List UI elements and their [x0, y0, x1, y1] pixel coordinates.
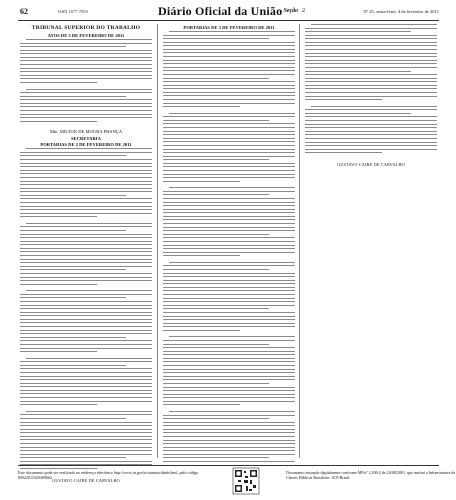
text-line	[163, 241, 295, 242]
text-line	[163, 265, 295, 266]
text-line	[163, 330, 240, 331]
issn: ISSN 1677-7050	[58, 9, 88, 14]
text-line	[163, 390, 295, 391]
text-line	[163, 301, 295, 302]
text-line	[163, 294, 295, 295]
text-line	[20, 117, 152, 118]
text-line	[163, 209, 295, 210]
text-line	[305, 116, 437, 117]
text-line	[163, 457, 269, 458]
text-line	[163, 145, 295, 146]
text-line	[20, 202, 152, 203]
text-line	[311, 24, 437, 25]
body-text-block	[163, 336, 295, 411]
text-line	[163, 123, 295, 124]
text-line	[20, 333, 152, 334]
text-line	[26, 411, 152, 412]
column-divider	[157, 24, 158, 458]
body-text-block	[20, 358, 152, 411]
text-line	[305, 96, 437, 97]
header-rule	[18, 20, 439, 21]
body-text-block	[20, 39, 152, 89]
body-text-block	[163, 113, 295, 188]
text-line	[163, 49, 295, 50]
body-text-block	[163, 187, 295, 262]
text-line	[20, 75, 152, 76]
text-line	[20, 259, 152, 260]
text-line	[163, 298, 295, 299]
text-line	[163, 131, 295, 132]
text-line	[163, 134, 295, 135]
masthead-title: Diário Oficial da União	[158, 4, 283, 18]
text-line	[20, 234, 152, 235]
text-line	[20, 319, 152, 320]
text-line	[163, 181, 240, 182]
text-line	[163, 149, 295, 150]
text-line	[20, 401, 152, 402]
text-line	[163, 369, 295, 370]
text-line	[163, 404, 240, 405]
text-line	[163, 156, 295, 157]
text-line	[20, 361, 152, 362]
text-line	[163, 273, 295, 274]
text-line	[163, 340, 295, 341]
text-line	[26, 358, 152, 359]
body-text-block	[305, 24, 437, 106]
text-line	[163, 202, 295, 203]
text-line	[163, 394, 295, 395]
text-line	[163, 230, 295, 231]
text-line	[20, 230, 126, 231]
text-line	[163, 63, 295, 64]
text-line	[20, 237, 152, 238]
text-line	[163, 174, 295, 175]
text-line	[163, 212, 295, 213]
section-label: - Seção	[280, 8, 299, 14]
text-line	[163, 269, 269, 270]
text-line	[20, 191, 152, 192]
body-text-block	[305, 106, 437, 159]
text-line	[20, 344, 152, 345]
text-line	[305, 138, 437, 139]
body-text-block	[163, 31, 295, 113]
text-line	[163, 305, 295, 306]
text-line	[20, 96, 126, 97]
text-line	[163, 447, 295, 448]
text-line	[305, 38, 437, 39]
text-line	[20, 365, 126, 366]
text-line	[163, 152, 295, 153]
text-line	[163, 177, 295, 178]
text-line	[163, 440, 295, 441]
text-line	[20, 450, 152, 451]
text-line	[163, 319, 295, 320]
text-line	[26, 39, 152, 40]
text-line	[20, 330, 152, 331]
page-header	[18, 4, 439, 20]
text-line	[163, 116, 295, 117]
text-line	[163, 191, 295, 192]
text-line	[163, 376, 295, 377]
text-line	[305, 81, 437, 82]
text-line	[26, 290, 152, 291]
text-line	[20, 166, 152, 167]
section-heading: SECRETARIA	[71, 136, 101, 142]
body-text-block	[163, 411, 295, 471]
text-line	[20, 368, 152, 369]
text-line	[163, 290, 295, 291]
text-line	[163, 276, 295, 277]
text-line	[20, 114, 152, 115]
text-line	[20, 188, 152, 189]
text-line	[305, 109, 437, 110]
text-line	[305, 85, 437, 86]
text-line	[163, 166, 295, 167]
text-line	[20, 163, 152, 164]
text-line	[305, 67, 437, 68]
text-line	[163, 326, 295, 327]
signature-name: GUSTAVO CAIRE DE CARVALHO	[337, 161, 405, 167]
text-line	[163, 95, 295, 96]
text-line	[20, 266, 152, 267]
text-line	[163, 308, 269, 309]
text-line	[20, 155, 126, 156]
text-line	[163, 316, 295, 317]
text-line	[163, 103, 295, 104]
text-line	[163, 351, 295, 352]
text-line	[20, 106, 152, 107]
text-line	[305, 49, 437, 50]
verification-note: Este documento pode ser verificado no endereço eletrônico http://www.in.gov.br/autenticidade.html, pelo código 00022011020400062	[18, 470, 199, 480]
text-line	[305, 71, 411, 72]
acts-heading: ATOS DE 3 DE FEVEREIRO DE 2011	[47, 33, 125, 38]
text-line	[20, 443, 152, 444]
text-line	[20, 337, 126, 338]
text-line	[305, 56, 437, 57]
text-line	[20, 351, 97, 352]
text-line	[163, 205, 295, 206]
text-line	[305, 142, 437, 143]
text-line	[163, 60, 295, 61]
text-line	[163, 138, 295, 139]
text-line	[20, 209, 152, 210]
text-line	[305, 60, 437, 61]
body-text-block	[20, 89, 152, 128]
text-line	[20, 195, 126, 196]
text-line	[305, 42, 437, 43]
text-line	[20, 429, 152, 430]
text-line	[20, 92, 152, 93]
text-line	[305, 88, 437, 89]
text-line	[20, 57, 152, 58]
text-line	[20, 110, 152, 111]
text-line	[163, 436, 295, 437]
text-line	[20, 439, 152, 440]
text-line	[163, 248, 295, 249]
text-line	[163, 397, 295, 398]
organ-title: TRIBUNAL SUPERIOR DO TRABALHO	[31, 25, 141, 31]
text-line	[305, 78, 437, 79]
text-line	[20, 170, 152, 171]
text-line	[163, 70, 295, 71]
column-3	[305, 24, 437, 460]
text-line	[311, 106, 437, 107]
text-line	[20, 53, 152, 54]
text-line	[305, 53, 437, 54]
text-line	[163, 216, 295, 217]
text-line	[163, 425, 295, 426]
text-line	[305, 152, 382, 153]
text-line	[169, 411, 295, 412]
text-line	[26, 89, 152, 90]
text-line	[163, 365, 295, 366]
text-line	[20, 198, 152, 199]
text-line	[20, 414, 152, 415]
body-text-block	[163, 262, 295, 337]
column-divider	[299, 24, 300, 458]
text-line	[163, 245, 295, 246]
text-line	[163, 38, 269, 39]
text-line	[163, 227, 295, 228]
text-line	[20, 82, 97, 83]
text-line	[163, 35, 295, 36]
text-line	[20, 322, 152, 323]
text-line	[163, 450, 295, 451]
text-line	[20, 68, 152, 69]
text-line	[305, 35, 437, 36]
text-line	[20, 457, 126, 458]
text-line	[305, 28, 437, 29]
page-number: 62	[20, 7, 28, 16]
text-line	[163, 127, 295, 128]
text-line	[20, 383, 152, 384]
text-line	[20, 262, 152, 263]
text-line	[163, 461, 295, 462]
text-line	[20, 216, 97, 217]
text-line	[20, 280, 152, 281]
text-line	[163, 252, 295, 253]
text-line	[20, 71, 152, 72]
signature-name: GUSTAVO CAIRE DE CARVALHO	[52, 477, 120, 483]
text-line	[163, 347, 295, 348]
text-line	[20, 99, 152, 100]
text-line	[163, 120, 269, 121]
text-line	[163, 415, 295, 416]
body-text-block	[20, 290, 152, 357]
text-line	[163, 52, 295, 53]
text-line	[20, 425, 152, 426]
text-line	[20, 277, 152, 278]
text-line	[305, 63, 437, 64]
text-line	[20, 46, 126, 47]
text-line	[20, 436, 152, 437]
text-line	[163, 45, 295, 46]
text-line	[20, 379, 152, 380]
text-line	[163, 198, 295, 199]
text-line	[163, 194, 269, 195]
text-line	[20, 244, 152, 245]
text-line	[305, 149, 437, 150]
text-line	[20, 251, 152, 252]
page-footer	[18, 465, 456, 496]
text-line	[20, 418, 126, 419]
text-line	[163, 234, 269, 235]
text-line	[20, 273, 152, 274]
text-line	[20, 269, 126, 270]
text-line	[26, 148, 152, 149]
text-line	[20, 348, 152, 349]
text-line	[20, 393, 152, 394]
text-line	[20, 397, 152, 398]
text-line	[20, 404, 97, 405]
text-line	[169, 31, 295, 32]
text-line	[20, 284, 97, 285]
text-line	[20, 213, 152, 214]
text-line	[20, 376, 152, 377]
text-line	[20, 184, 152, 185]
text-line	[163, 344, 269, 345]
text-line	[305, 113, 411, 114]
text-line	[163, 361, 295, 362]
acts-heading: PORTARIAS DE 2 DE FEVEREIRO DE 2011	[40, 142, 132, 148]
text-line	[163, 418, 269, 419]
text-line	[20, 372, 152, 373]
column-2	[163, 24, 295, 460]
text-line	[169, 187, 295, 188]
text-line	[163, 443, 295, 444]
text-line	[163, 88, 295, 89]
text-line	[20, 255, 152, 256]
text-line	[163, 287, 295, 288]
text-line	[163, 280, 295, 281]
text-line	[305, 31, 411, 32]
text-line	[163, 78, 269, 79]
text-line	[163, 159, 269, 160]
text-line	[163, 85, 295, 86]
text-line	[20, 103, 152, 104]
text-line	[163, 429, 295, 430]
text-line	[20, 447, 152, 448]
issue-date: Nº 25, sexta-feira, 4 de fevereiro de 2011	[363, 9, 439, 14]
digital-signature-note: Documento assinado digitalmente conforme MP nº 2.200-2 de 24/08/2001, que institui a Infraestrutura de Chaves Públicas Brasileira - ICP-Brasil.	[286, 470, 456, 480]
text-line	[20, 422, 152, 423]
text-line	[20, 305, 152, 306]
text-line	[163, 379, 295, 380]
text-line	[20, 152, 152, 153]
text-line	[20, 308, 152, 309]
text-line	[26, 223, 152, 224]
text-line	[20, 461, 152, 462]
text-line	[20, 43, 152, 44]
text-line	[163, 223, 295, 224]
text-line	[20, 226, 152, 227]
text-line	[169, 336, 295, 337]
text-line	[305, 134, 437, 135]
text-line	[163, 74, 295, 75]
text-line	[20, 177, 152, 178]
text-line	[163, 312, 295, 313]
body-text-block	[20, 223, 152, 290]
text-line	[305, 92, 437, 93]
text-line	[163, 255, 240, 256]
text-line	[163, 323, 295, 324]
text-line	[163, 383, 269, 384]
text-line	[163, 163, 295, 164]
text-line	[163, 422, 295, 423]
body-text-block	[20, 148, 152, 223]
text-line	[163, 372, 295, 373]
text-line	[163, 67, 295, 68]
text-line	[305, 131, 437, 132]
text-line	[20, 294, 152, 295]
text-line	[20, 390, 152, 391]
text-line	[163, 283, 295, 284]
text-line	[20, 241, 152, 242]
signature-name: Min. MILTON DE MOURA FRANÇA	[49, 129, 123, 135]
text-line	[169, 113, 295, 114]
text-line	[305, 99, 382, 100]
text-line	[305, 145, 437, 146]
text-line	[305, 120, 437, 121]
text-line	[20, 173, 152, 174]
text-line	[163, 358, 295, 359]
text-line	[163, 170, 295, 171]
text-line	[20, 301, 152, 302]
text-line	[163, 92, 295, 93]
text-line	[20, 297, 126, 298]
text-line	[163, 81, 295, 82]
text-line	[163, 387, 295, 388]
text-line	[163, 141, 295, 142]
text-line	[163, 99, 295, 100]
text-line	[20, 78, 152, 79]
section-number: 2	[302, 8, 305, 14]
text-line	[20, 432, 152, 433]
text-line	[163, 401, 295, 402]
text-line	[20, 454, 152, 455]
text-line	[20, 64, 152, 65]
text-line	[20, 312, 152, 313]
text-line	[305, 74, 437, 75]
text-line	[163, 454, 295, 455]
text-line	[163, 56, 295, 57]
text-line	[20, 181, 152, 182]
text-line	[163, 237, 295, 238]
text-line	[163, 432, 295, 433]
seal-icon	[233, 468, 259, 494]
text-line	[163, 354, 295, 355]
text-line	[163, 219, 295, 220]
text-line	[305, 127, 437, 128]
text-line	[169, 262, 295, 263]
text-line	[20, 159, 152, 160]
text-line	[163, 106, 240, 107]
text-line	[20, 248, 152, 249]
text-line	[163, 42, 295, 43]
text-line	[20, 315, 152, 316]
acts-heading: PORTARIAS DE 3 DE FEVEREIRO DE 2011	[183, 25, 275, 30]
text-line	[20, 340, 152, 341]
text-line	[20, 326, 152, 327]
text-line	[20, 60, 152, 61]
text-line	[305, 45, 437, 46]
text-line	[20, 121, 97, 122]
text-line	[20, 206, 152, 207]
text-line	[20, 386, 152, 387]
text-line	[20, 50, 152, 51]
text-line	[305, 124, 437, 125]
